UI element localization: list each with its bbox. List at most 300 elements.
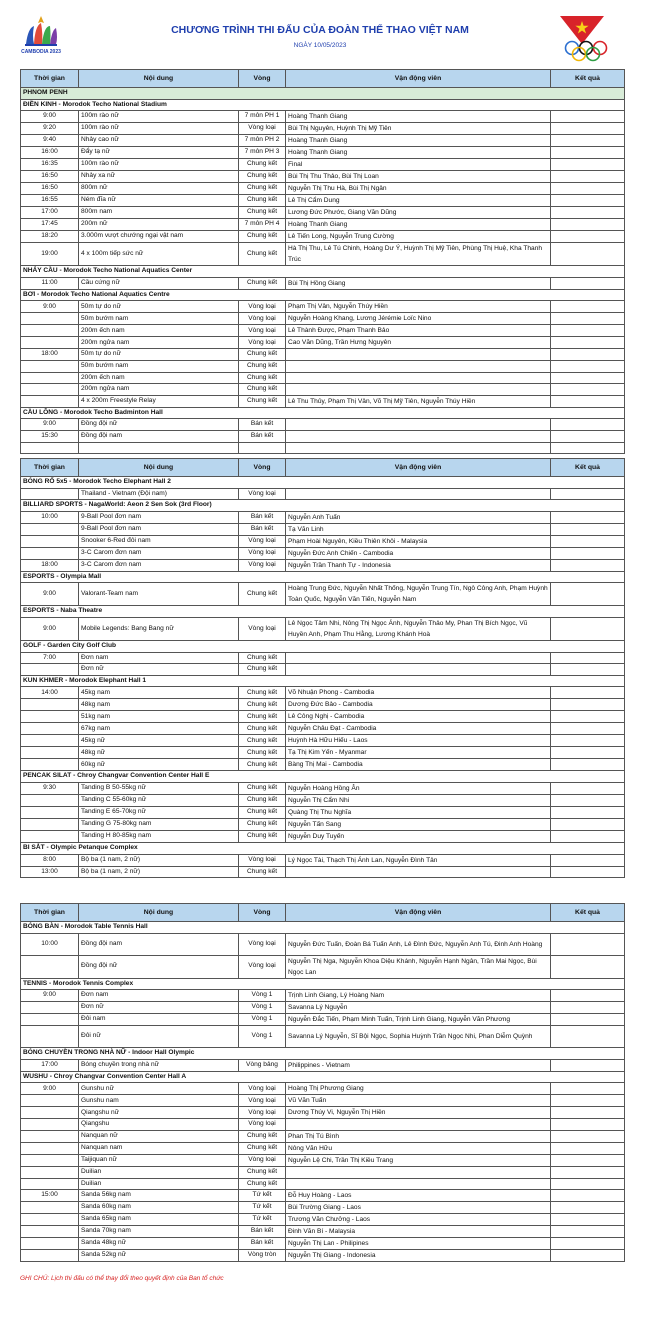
event-cell: Ném đĩa nữ [79, 195, 239, 207]
sport-venue-row [21, 266, 625, 278]
athletes-cell [286, 1178, 551, 1190]
time-cell: 18:00 [21, 349, 79, 361]
round-cell: Vòng 1 [239, 1026, 286, 1048]
table-row [21, 794, 625, 806]
round-cell: Chung kết [239, 583, 286, 606]
result-cell [551, 583, 625, 606]
round-cell: Vòng loại [239, 1154, 286, 1166]
sport-venue-label: BƠI - Morodok Techo National Aquatics Centre [21, 289, 625, 301]
vietnam-olympic-logo-icon [558, 14, 626, 66]
round-cell: Bán kết [239, 1226, 286, 1238]
event-cell: 9-Ball Pool đơn nam [79, 511, 239, 523]
round-cell: Vòng loại [239, 617, 286, 640]
event-cell: Bộ ba (1 nam, 2 nữ) [79, 866, 239, 878]
time-cell [21, 313, 79, 325]
athletes-cell: Cao Văn Dũng, Trần Hưng Nguyên [286, 337, 551, 349]
result-cell [551, 384, 625, 396]
event-cell: 67kg nam [79, 723, 239, 735]
event-cell: Đơn nữ [79, 1002, 239, 1014]
event-cell: Gunshu nữ [79, 1083, 239, 1095]
athletes-cell [286, 866, 551, 878]
result-cell [551, 195, 625, 207]
athletes-cell: Final [286, 159, 551, 171]
round-cell: Bán kết [239, 430, 286, 442]
page-title: CHƯƠNG TRÌNH THI ĐẤU CỦA ĐOÀN THỂ THAO VIỆT NAM [171, 24, 469, 36]
table-row [21, 523, 625, 535]
sport-venue-label: ESPORTS - Naba Theatre [21, 606, 625, 618]
header-time: Thời gian [21, 459, 79, 477]
table-row [21, 699, 625, 711]
event-cell: Gunshu nam [79, 1095, 239, 1107]
sport-venue-row [21, 1048, 625, 1060]
athletes-cell: Hoàng Thị Phương Giang [286, 1083, 551, 1095]
event-cell: Qiangshu [79, 1119, 239, 1131]
athletes-cell: Hoàng Thanh Giang [286, 111, 551, 123]
table-row [21, 384, 625, 396]
result-cell [551, 123, 625, 135]
result-cell [551, 955, 625, 978]
result-cell [551, 419, 625, 431]
athletes-cell: Nguyễn Đức Tuấn, Đoàn Bá Tuấn Anh, Lê Đình Đức, Nguyễn Anh Tú, Đinh Anh Hoàng [286, 933, 551, 955]
athletes-cell: Lương Đức Phước, Giang Văn Dũng [286, 207, 551, 219]
athletes-cell: Nguyễn Duy Tuyến [286, 830, 551, 842]
athletes-cell: Lê Thị Cẩm Dung [286, 195, 551, 207]
result-cell [551, 159, 625, 171]
sea-games-logo-icon [20, 14, 62, 62]
round-cell: Vòng loại [239, 1083, 286, 1095]
table-row [21, 723, 625, 735]
round-cell: Chung kết [239, 866, 286, 878]
result-cell [551, 759, 625, 771]
time-cell: 9:00 [21, 617, 79, 640]
result-cell [551, 1002, 625, 1014]
result-cell [551, 147, 625, 159]
event-cell: Đơn nữ [79, 664, 239, 676]
round-cell: Chung kết [239, 207, 286, 219]
round-cell: Chung kết [239, 384, 286, 396]
athletes-cell: Tạ Văn Linh [286, 523, 551, 535]
event-cell: Nanquan nam [79, 1142, 239, 1154]
event-cell: 200m ếch nam [79, 372, 239, 384]
table-header-row [21, 904, 625, 922]
round-cell: Vòng loại [239, 325, 286, 337]
event-cell: Sanda 52kg nữ [79, 1250, 239, 1262]
time-cell [21, 1166, 79, 1178]
event-cell: 100m rào nữ [79, 159, 239, 171]
athletes-cell: Nguyễn Thị Cẩm Nhi [286, 794, 551, 806]
result-cell [551, 1083, 625, 1095]
result-cell [551, 711, 625, 723]
event-cell: Qiangshu nữ [79, 1107, 239, 1119]
round-cell: Vòng loại [239, 559, 286, 571]
round-cell: Chung kết [239, 782, 286, 794]
event-cell: Đồng đội nữ [79, 419, 239, 431]
header-result: Kết quả [551, 904, 625, 922]
round-cell: Vòng loại [239, 547, 286, 559]
result-cell [551, 547, 625, 559]
event-cell: Bộ ba (1 nam, 2 nữ) [79, 854, 239, 866]
result-cell [551, 1250, 625, 1262]
event-cell: 50m tự do nữ [79, 301, 239, 313]
round-cell: Bán kết [239, 511, 286, 523]
header-athletes: Vận động viên [286, 70, 551, 88]
time-cell [21, 1214, 79, 1226]
schedule-table [20, 458, 625, 878]
result-cell [551, 219, 625, 231]
round-cell: Chung kết [239, 664, 286, 676]
athletes-cell [286, 652, 551, 664]
result-cell [551, 664, 625, 676]
table-row [21, 349, 625, 361]
table-row [21, 830, 625, 842]
table-row [21, 313, 625, 325]
time-cell [21, 711, 79, 723]
result-cell [551, 1119, 625, 1131]
athletes-cell: Lê Tiến Long, Nguyễn Trung Cường [286, 231, 551, 243]
round-cell: Vòng bảng [239, 1059, 286, 1071]
athletes-cell [286, 488, 551, 500]
athletes-cell [286, 372, 551, 384]
result-cell [551, 535, 625, 547]
time-cell [21, 664, 79, 676]
event-cell: 50m bướm nam [79, 360, 239, 372]
result-cell [551, 1059, 625, 1071]
round-cell: Chung kết [239, 372, 286, 384]
page-date: NGÀY 10/05/2023 [293, 42, 347, 49]
athletes-cell: Nguyễn Anh Tuấn [286, 511, 551, 523]
time-cell: 10:00 [21, 933, 79, 955]
sport-venue-row [21, 640, 625, 652]
time-cell: 9:00 [21, 301, 79, 313]
event-cell: Nhảy cao nữ [79, 135, 239, 147]
time-cell [21, 360, 79, 372]
table-row [21, 735, 625, 747]
table-row [21, 111, 625, 123]
table-row [21, 372, 625, 384]
time-cell [21, 723, 79, 735]
time-cell [21, 395, 79, 407]
result-cell [551, 395, 625, 407]
athletes-cell: Savanna Lý Nguyễn, Sĩ Bội Ngọc, Sophia Huỳnh Trần Ngọc Nhi, Phan Diễm Quỳnh [286, 1026, 551, 1048]
event-cell: 100m rào nữ [79, 123, 239, 135]
round-cell: Chung kết [239, 687, 286, 699]
round-cell: Chung kết [239, 735, 286, 747]
athletes-cell: Bàng Thị Mai - Cambodia [286, 759, 551, 771]
table-row [21, 1002, 625, 1014]
time-cell: 9:00 [21, 419, 79, 431]
athletes-cell: Bùi Trường Giang - Laos [286, 1202, 551, 1214]
time-cell: 9:00 [21, 111, 79, 123]
round-cell: Chung kết [239, 171, 286, 183]
page-header [0, 0, 645, 66]
table-row [21, 866, 625, 878]
sport-venue-label: BILLIARD SPORTS - NagaWorld: Aeon 2 Sen Sok (3rd Floor) [21, 500, 625, 512]
table-row [21, 277, 625, 289]
time-cell: 15:30 [21, 430, 79, 442]
time-cell [21, 1119, 79, 1131]
table-row [21, 1059, 625, 1071]
event-cell: Duilian [79, 1178, 239, 1190]
result-cell [551, 699, 625, 711]
header-athletes: Vận động viên [286, 904, 551, 922]
table-row [21, 1142, 625, 1154]
athletes-cell: Tạ Thị Kim Yến - Myanmar [286, 747, 551, 759]
sport-venue-label: TENNIS - Morodok Tennis Complex [21, 978, 625, 990]
sport-venue-row [21, 1071, 625, 1083]
table-header-row [21, 459, 625, 477]
table-row [21, 1154, 625, 1166]
table-row [21, 1190, 625, 1202]
result-cell [551, 277, 625, 289]
sport-venue-row [21, 289, 625, 301]
event-cell: 200m nữ [79, 219, 239, 231]
athletes-cell: Nguyễn Thị Nga, Nguyễn Khoa Diệu Khánh, Nguyễn Hạnh Ngân, Trần Mai Ngọc, Bùi Ngọc Lan [286, 955, 551, 978]
city-row [21, 88, 625, 100]
time-cell: 16:55 [21, 195, 79, 207]
athletes-cell: Lê Thành Được, Phạm Thanh Bảo [286, 325, 551, 337]
event-cell: 51kg nam [79, 711, 239, 723]
result-cell [551, 360, 625, 372]
sport-venue-label: ESPORTS - Olympia Mall [21, 571, 625, 583]
athletes-cell: Lê Thu Thủy, Phạm Thị Vân, Võ Thị Mỹ Tiên, Nguyễn Thúy Hiền [286, 395, 551, 407]
event-cell: Đồng đội nam [79, 430, 239, 442]
round-cell: Vòng loại [239, 955, 286, 978]
time-cell [21, 337, 79, 349]
time-cell [21, 955, 79, 978]
event-cell: Nanquan nữ [79, 1130, 239, 1142]
athletes-cell: Bùi Thị Thu Thảo, Bùi Thị Loan [286, 171, 551, 183]
event-cell: 200m ngửa nam [79, 337, 239, 349]
event-cell: Tanding E 65-70kg nữ [79, 806, 239, 818]
time-cell: 9:40 [21, 135, 79, 147]
result-cell [551, 617, 625, 640]
table-row [21, 687, 625, 699]
table-row [21, 219, 625, 231]
table-row [21, 1226, 625, 1238]
round-cell: Tứ kết [239, 1214, 286, 1226]
round-cell: Chung kết [239, 711, 286, 723]
result-cell [551, 1026, 625, 1048]
table-row [21, 395, 625, 407]
time-cell: 19:00 [21, 243, 79, 266]
result-cell [551, 1107, 625, 1119]
time-cell: 9:00 [21, 1083, 79, 1095]
sport-venue-row [21, 842, 625, 854]
table-row [21, 1014, 625, 1026]
time-cell [21, 1226, 79, 1238]
athletes-cell: Nguyễn Thị Giang - Indonesia [286, 1250, 551, 1262]
round-cell: Chung kết [239, 759, 286, 771]
result-cell [551, 171, 625, 183]
time-cell: 17:00 [21, 1059, 79, 1071]
sport-venue-row [21, 978, 625, 990]
round-cell: Chung kết [239, 723, 286, 735]
event-cell: Sanda 48kg nữ [79, 1238, 239, 1250]
round-cell: Vòng loại [239, 1095, 286, 1107]
result-cell [551, 135, 625, 147]
empty-cell [551, 442, 625, 454]
event-cell: 60kg nữ [79, 759, 239, 771]
table-row [21, 195, 625, 207]
table-row [21, 559, 625, 571]
time-cell [21, 806, 79, 818]
athletes-cell: Vũ Văn Tuấn [286, 1095, 551, 1107]
event-cell: 48kg nữ [79, 747, 239, 759]
athletes-cell: Lý Ngọc Tài, Thạch Thị Ánh Lan, Nguyễn Đình Tân [286, 854, 551, 866]
athletes-cell: Trương Văn Chưởng - Laos [286, 1214, 551, 1226]
athletes-cell: Nguyễn Châu Đạt - Cambodia [286, 723, 551, 735]
result-cell [551, 818, 625, 830]
table-row [21, 231, 625, 243]
table-row [21, 759, 625, 771]
round-cell: Vòng 1 [239, 1002, 286, 1014]
round-cell: Tứ kết [239, 1190, 286, 1202]
round-cell: Chung kết [239, 1166, 286, 1178]
round-cell: Vòng loại [239, 337, 286, 349]
result-cell [551, 183, 625, 195]
athletes-cell: Nguyễn Trần Thanh Tự - Indonesia [286, 559, 551, 571]
time-cell [21, 1026, 79, 1048]
table-row [21, 711, 625, 723]
event-cell: 45kg nam [79, 687, 239, 699]
table-row [21, 933, 625, 955]
athletes-cell [286, 349, 551, 361]
event-cell: Mobile Legends: Bang Bang nữ [79, 617, 239, 640]
result-cell [551, 1202, 625, 1214]
result-cell [551, 933, 625, 955]
sport-venue-label: BÓNG CHUYỀN TRONG NHÀ NỮ - Indoor Hall Olympic [21, 1048, 625, 1060]
time-cell [21, 699, 79, 711]
athletes-cell: Lê Ngọc Tâm Nhi, Nông Thị Ngọc Ánh, Nguyễn Thảo My, Phan Thị Bích Ngọc, Vũ Huyền Anh, Phạm Thu Hằng, Lương Khánh Hoà [286, 617, 551, 640]
round-cell: Bán kết [239, 419, 286, 431]
athletes-cell: Philippines - Vietnam [286, 1059, 551, 1071]
athletes-cell: Nguyễn Hoàng Hồng Ân [286, 782, 551, 794]
round-cell: Chung kết [239, 195, 286, 207]
result-cell [551, 1014, 625, 1026]
time-cell [21, 735, 79, 747]
athletes-cell [286, 384, 551, 396]
event-cell: Đẩy tạ nữ [79, 147, 239, 159]
result-cell [551, 1214, 625, 1226]
result-cell [551, 559, 625, 571]
round-cell: Chung kết [239, 652, 286, 664]
sport-venue-row [21, 771, 625, 783]
athletes-cell: Phan Thị Tú Bình [286, 1130, 551, 1142]
time-cell: 10:00 [21, 511, 79, 523]
table-row [21, 747, 625, 759]
table-header-row [21, 70, 625, 88]
event-cell: Taijiquan nữ [79, 1154, 239, 1166]
empty-cell [21, 442, 79, 454]
event-cell: Đôi nam [79, 1014, 239, 1026]
sport-venue-label: PENCAK SILAT - Chroy Changvar Convention Center Hall E [21, 771, 625, 783]
table-row [21, 419, 625, 431]
time-cell [21, 747, 79, 759]
table-row [21, 1202, 625, 1214]
event-cell: Sanda 60kg nam [79, 1202, 239, 1214]
round-cell: 7 môn PH 2 [239, 135, 286, 147]
event-cell: 3.000m vượt chướng ngại vật nam [79, 231, 239, 243]
round-cell: Vòng loại [239, 535, 286, 547]
table-row [21, 1130, 625, 1142]
time-cell [21, 818, 79, 830]
result-cell [551, 782, 625, 794]
event-cell: Sanda 65kg nam [79, 1214, 239, 1226]
result-cell [551, 111, 625, 123]
table-row [21, 1166, 625, 1178]
result-cell [551, 430, 625, 442]
time-cell [21, 1154, 79, 1166]
time-cell [21, 523, 79, 535]
time-cell [21, 1250, 79, 1262]
round-cell: Chung kết [239, 794, 286, 806]
event-cell: Tanding G 75-80kg nam [79, 818, 239, 830]
sport-venue-label: GOLF - Garden City Golf Club [21, 640, 625, 652]
table-row [21, 990, 625, 1002]
round-cell: 7 môn PH 1 [239, 111, 286, 123]
result-cell [551, 1130, 625, 1142]
result-cell [551, 488, 625, 500]
sport-venue-label: BI SẮT - Olympic Petanque Complex [21, 842, 625, 854]
round-cell: Vòng loại [239, 123, 286, 135]
time-cell: 8:00 [21, 854, 79, 866]
athletes-cell: Quàng Thị Thu Nghĩa [286, 806, 551, 818]
result-cell [551, 301, 625, 313]
table-row [21, 1178, 625, 1190]
time-cell: 11:00 [21, 277, 79, 289]
round-cell: 7 môn PH 3 [239, 147, 286, 159]
round-cell: Bán kết [239, 1238, 286, 1250]
time-cell: 15:00 [21, 1190, 79, 1202]
athletes-cell: Bùi Thị Hồng Giang [286, 277, 551, 289]
athletes-cell: Hoàng Thanh Giang [286, 147, 551, 159]
result-cell [551, 523, 625, 535]
result-cell [551, 349, 625, 361]
athletes-cell: Hà Thị Thu, Lê Tú Chinh, Hoàng Dư Ý, Huỳnh Thị Mỹ Tiên, Phùng Thị Huệ, Kha Thanh Trúc [286, 243, 551, 266]
empty-cell [239, 442, 286, 454]
result-cell [551, 794, 625, 806]
header-result: Kết quả [551, 70, 625, 88]
round-cell: Vòng loại [239, 933, 286, 955]
result-cell [551, 652, 625, 664]
event-cell: 9-Ball Pool đơn nam [79, 523, 239, 535]
time-cell [21, 547, 79, 559]
round-cell: Chung kết [239, 699, 286, 711]
sport-venue-row [21, 922, 625, 934]
event-cell: 48kg nam [79, 699, 239, 711]
result-cell [551, 1154, 625, 1166]
result-cell [551, 231, 625, 243]
athletes-cell: Nguyễn Hoàng Khang, Lương Jérémie Loïc Nino [286, 313, 551, 325]
round-cell: Chung kết [239, 806, 286, 818]
result-cell [551, 337, 625, 349]
sport-venue-label: BÓNG RỔ 5x5 - Morodok Techo Elephant Hall 2 [21, 477, 625, 489]
event-cell: Đồng đội nữ [79, 955, 239, 978]
header-result: Kết quả [551, 459, 625, 477]
header-round: Vòng [239, 459, 286, 477]
athletes-cell: Nguyễn Thị Thu Hà, Bùi Thị Ngân [286, 183, 551, 195]
time-cell [21, 1002, 79, 1014]
table-row [21, 1083, 625, 1095]
athletes-cell: Bùi Thị Nguyên, Huỳnh Thị Mỹ Tiên [286, 123, 551, 135]
time-cell [21, 1238, 79, 1250]
result-cell [551, 723, 625, 735]
athletes-cell [286, 360, 551, 372]
event-cell: 4 x 200m Freestyle Relay [79, 395, 239, 407]
event-cell: Thailand - Vietnam (Đội nam) [79, 488, 239, 500]
table-row [21, 1214, 625, 1226]
table-row [21, 652, 625, 664]
